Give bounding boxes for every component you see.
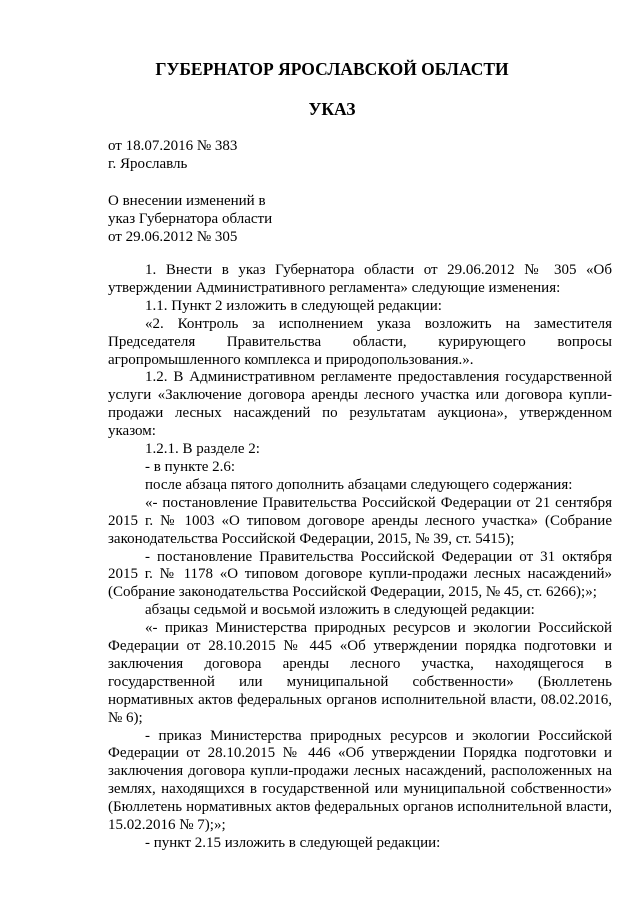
body-paragraph: 1.2. В Административном регламенте предоставления государственной услуги «Заключение договора аренды лесного участка или договора купли-продажи лесных насаждений по результатам аукциона», утвержденном указом: <box>108 369 612 440</box>
body-paragraph: 1.1. Пункт 2 изложить в следующей редакции: <box>145 297 442 314</box>
body-paragraph: абзацы седьмой и восьмой изложить в следующей редакции: <box>145 602 535 619</box>
body-paragraph: - в пункте 2.6: <box>145 458 236 475</box>
decree-subject-line: от 29.06.2012 № 305 <box>108 229 238 245</box>
body-paragraph: «2. Контроль за исполнением указа возложить на заместителя Председателя Правительства области, курирующего вопросы агропромышленного комплекса и природопользования.». <box>108 315 612 368</box>
body-paragraph: 1.2.1. В разделе 2: <box>145 441 260 458</box>
body-paragraph: - приказ Министерства природных ресурсов и экологии Российской Федерации от 28.10.2015 № 446 «Об утверждении Порядка подготовки и заключения договора купли-продажи лесных насаждений, расположенных на землях, находящихся в государственной или муниципальной собственности» (Бюллетень нормативных актов федеральных органов исполнительной власти, 15.02.2016 № 7);»; <box>108 727 612 834</box>
decree-subject <box>108 192 408 246</box>
decree-subject-line: О внесении изменений в <box>108 193 266 209</box>
decree-subject-line: указ Губернатора области <box>108 211 273 227</box>
body-paragraph: 1. Внести в указ Губернатора области от 29.06.2012 № 305 «Об утверждении Административного регламента» следующие изменения: <box>108 262 612 296</box>
body-paragraph: - пункт 2.15 изложить в следующей редакции: <box>145 835 441 851</box>
document-title: ГУБЕРНАТОР ЯРОСЛАВСКОЙ ОБЛАСТИ <box>155 59 509 79</box>
document-type: УКАЗ <box>308 99 356 119</box>
decree-city: г. Ярославль <box>108 156 188 172</box>
body-paragraph: - постановление Правительства Российской Федерации от 31 октября 2015 г. № 1178 «О типовом договоре купли-продажи лесных насаждений» (Собрание законодательства Российской Федерации, 2015, № 45, ст. 6266);»; <box>108 548 612 601</box>
body-paragraph: «- приказ Министерства природных ресурсов и экологии Российской Федерации от 28.10.2015 № 445 «Об утверждении порядка подготовки и заключения договора аренды лесного участка, находящегося в государственной или муниципальной собственности» (Бюллетень нормативных актов федеральных органов исполнительной власти, 08.02.2016, № 6); <box>108 620 612 726</box>
body-paragraph: «- постановление Правительства Российской Федерации от 21 сентября 2015 г. № 1003 «О типовом договоре аренды лесного участка» (Собрание законодательства Российской Федерации, 2015, № 39, ст. 5415); <box>108 494 612 547</box>
decree-body <box>108 262 612 853</box>
decree-date-number: от 18.07.2016 № 383 <box>108 138 238 154</box>
body-paragraph: после абзаца пятого дополнить абзацами следующего содержания: <box>145 476 573 493</box>
